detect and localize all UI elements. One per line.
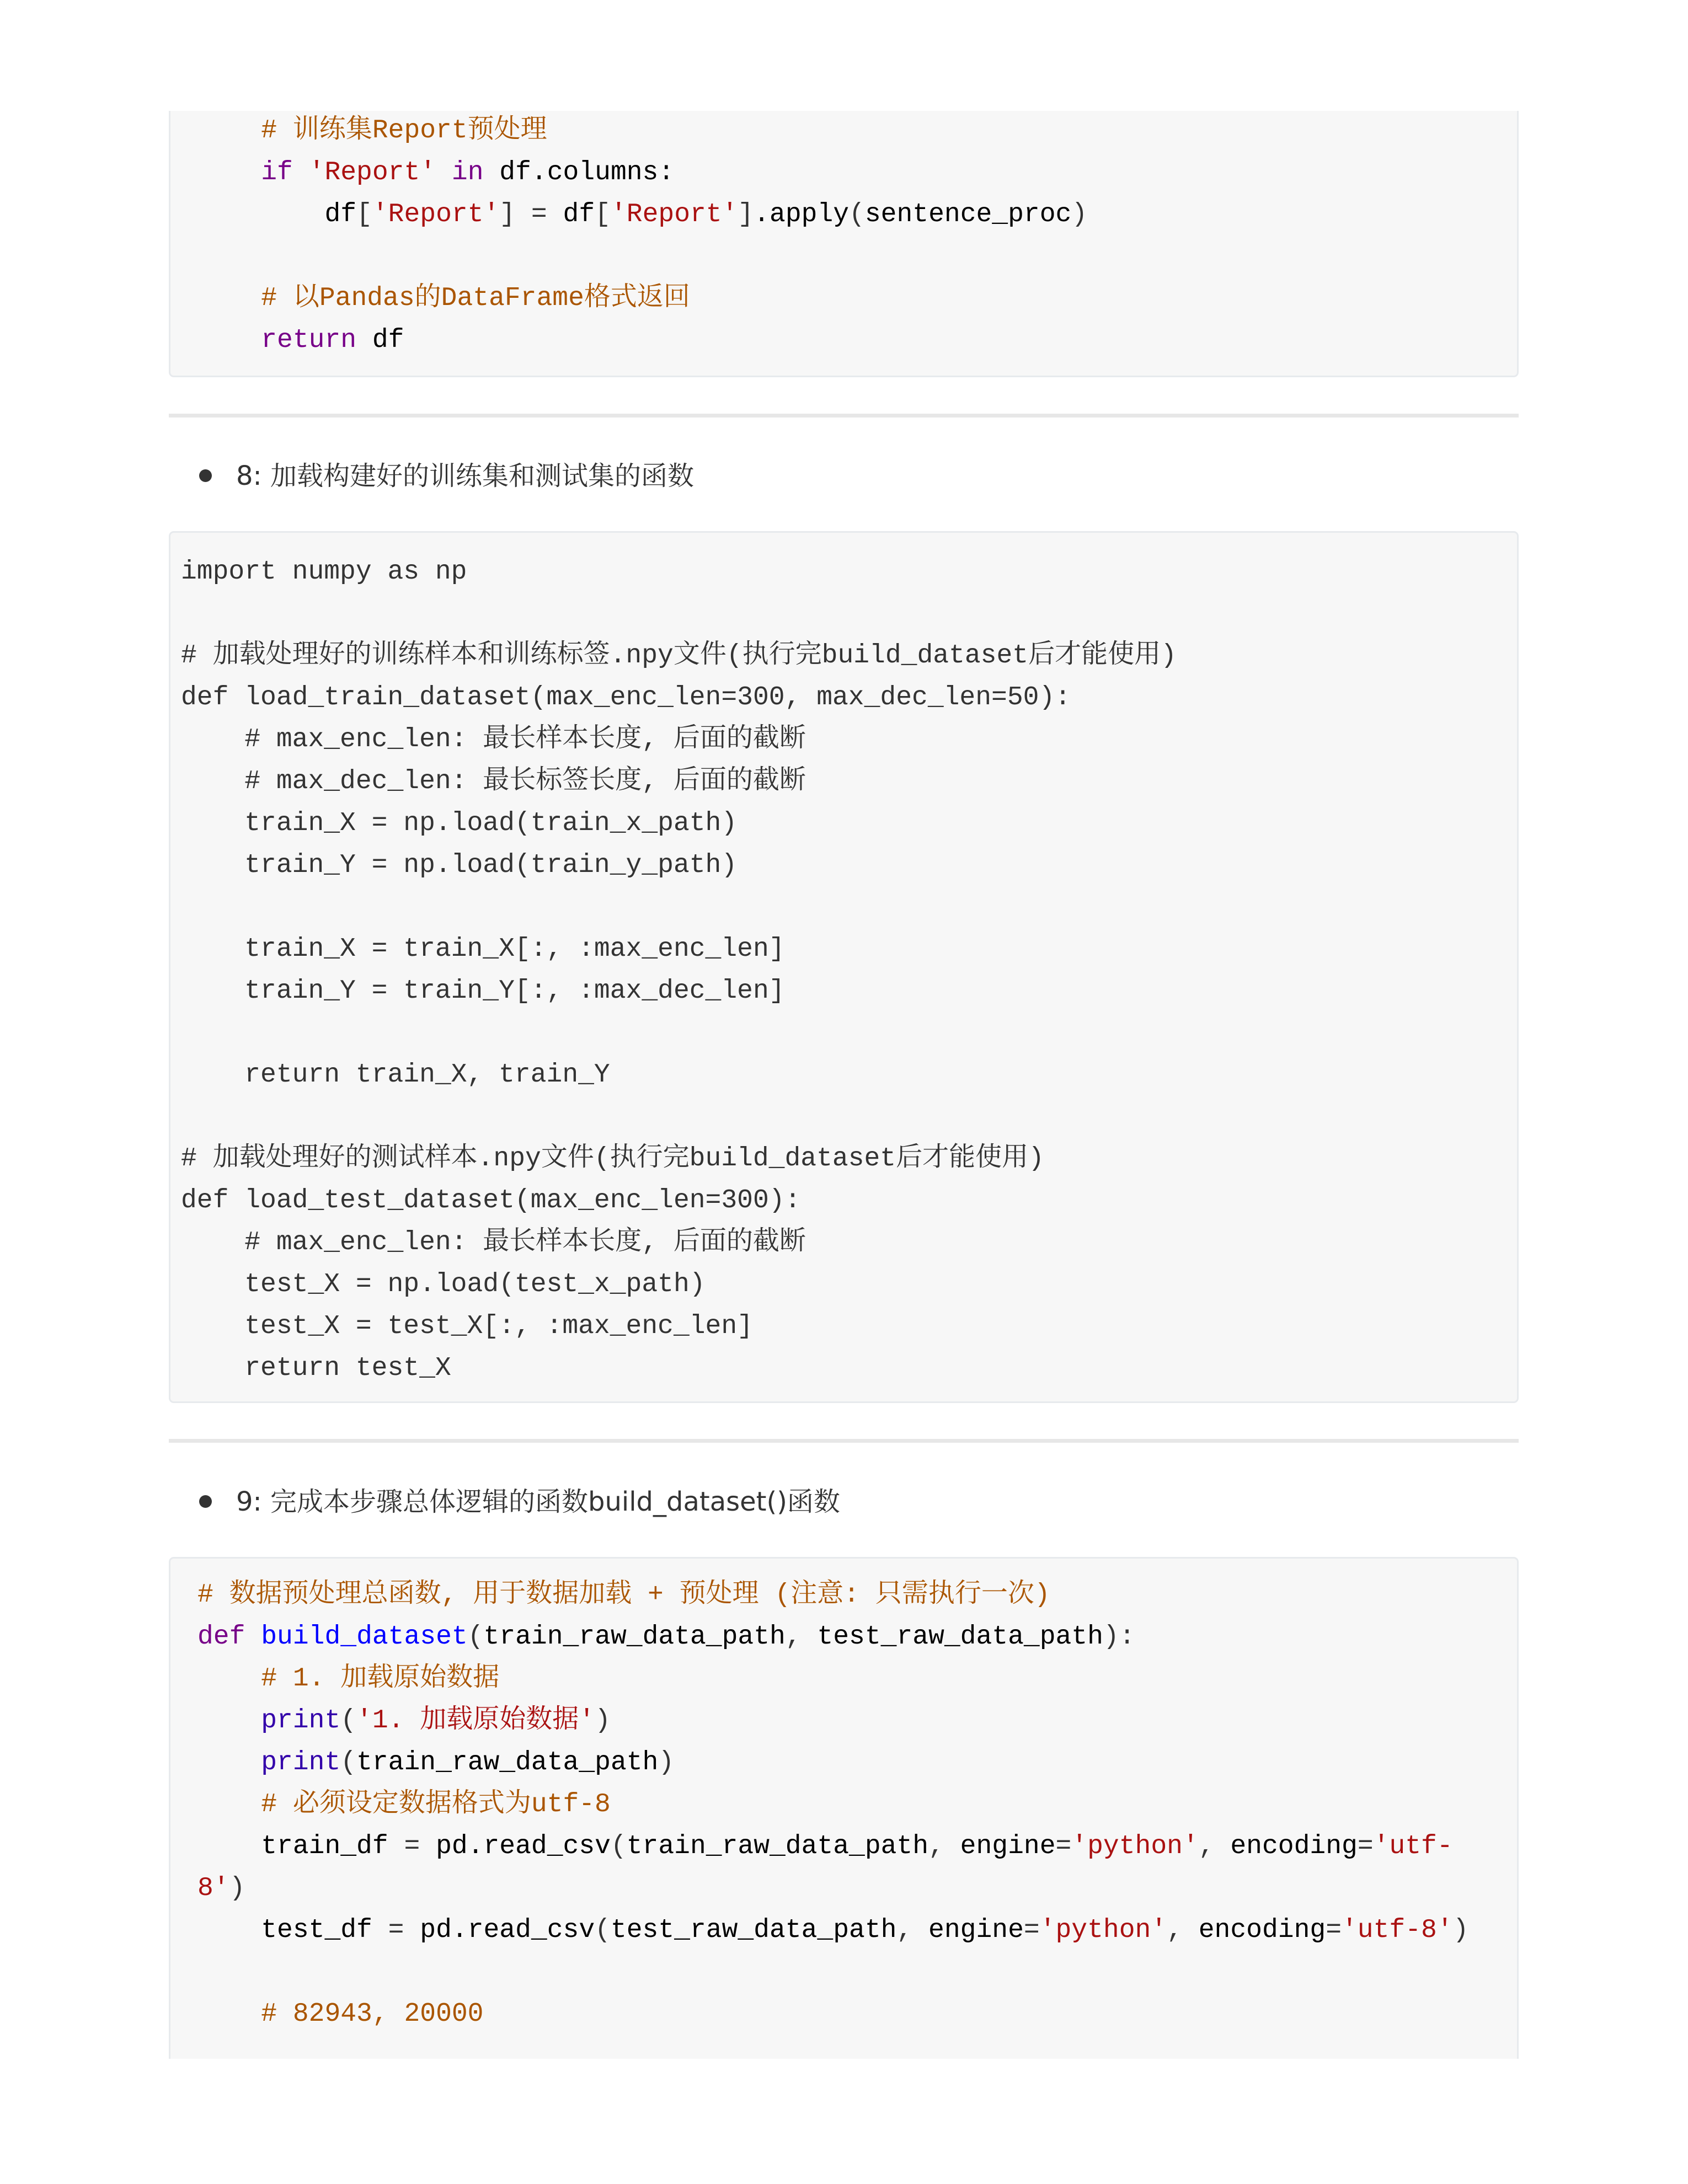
code-token-var — [197, 158, 261, 188]
code-token-punct: ) — [1071, 200, 1088, 229]
code-token-punct: ( — [849, 200, 865, 229]
code-token-var — [197, 325, 261, 355]
code-token-keyword: def — [197, 1622, 245, 1652]
code-line — [197, 1826, 1517, 1867]
code-token-punct: ): — [1103, 1622, 1135, 1652]
code-token-string: 'python' — [1039, 1915, 1167, 1945]
code-line — [181, 1012, 1517, 1054]
code-token-punct: , — [1167, 1915, 1183, 1945]
bullet-icon — [199, 1495, 212, 1508]
code-token-var — [197, 1999, 261, 2029]
code-token-var: pd.read_csv — [420, 1832, 611, 1861]
code-token-punct: , — [896, 1915, 913, 1945]
code-token-builtin: print — [261, 1748, 341, 1778]
code-line — [181, 593, 1517, 635]
code-token-punct: ) — [595, 1706, 611, 1736]
code-token-plain: # max_enc_len: 最长样本长度, 后面的截断 — [181, 725, 806, 754]
code-line — [181, 1222, 1517, 1264]
code-token-punct: ( — [467, 1622, 484, 1652]
code-line — [197, 1616, 1517, 1658]
code-lines — [170, 1574, 1517, 2035]
code-line — [197, 235, 1517, 277]
code-token-plain: train_Y = np.load(train_y_path) — [181, 850, 738, 880]
code-line — [181, 1180, 1517, 1222]
code-token-string: 'Report' — [610, 200, 738, 229]
code-token-var — [197, 283, 261, 313]
code-token-string: 8' — [197, 1873, 229, 1903]
code-token-punct: ] — [738, 200, 754, 229]
code-token-punct: = — [388, 1915, 404, 1945]
code-token-string: 'utf- — [1373, 1832, 1453, 1861]
code-token-var: df — [356, 325, 404, 355]
code-line — [197, 277, 1517, 319]
code-token-plain: # max_enc_len: 最长样本长度, 后面的截断 — [181, 1228, 806, 1257]
code-token-plain: train_Y = train_Y[:, :max_dec_len] — [181, 976, 785, 1006]
code-token-var: train_raw_data_path — [626, 1832, 929, 1861]
code-line — [197, 319, 1517, 361]
code-line — [181, 1096, 1517, 1138]
code-token-var: test_raw_data_path — [610, 1915, 897, 1945]
code-token-punct: = — [1023, 1915, 1040, 1945]
code-token-punct: ) — [229, 1873, 245, 1903]
code-line — [181, 802, 1517, 844]
code-token-var: encoding — [1182, 1915, 1326, 1945]
code-lines — [170, 111, 1517, 361]
code-block-build-dataset[interactable] — [169, 1557, 1519, 2059]
code-token-punct: = — [531, 200, 547, 229]
code-block-load-dataset[interactable] — [169, 531, 1519, 1403]
code-line — [181, 1138, 1517, 1180]
code-token-plain: train_X = train_X[:, :max_enc_len] — [181, 934, 785, 964]
code-token-comment: # 以Pandas的DataFrame格式返回 — [261, 283, 690, 313]
code-token-var: sentence_proc — [864, 200, 1072, 229]
code-token-plain: return train_X, train_Y — [181, 1060, 610, 1090]
step-8-heading: 8: 加载构建好的训练集和测试集的函数 — [236, 461, 694, 491]
code-line — [197, 111, 1517, 152]
code-token-string: '1. 加载原始数据' — [356, 1706, 595, 1736]
code-token-plain: test_X = test_X[:, :max_enc_len] — [181, 1312, 753, 1341]
code-line — [197, 1700, 1517, 1742]
code-token-comment: # 82943, 20000 — [261, 1999, 484, 2029]
code-block-sentence-proc-tail[interactable] — [169, 111, 1519, 377]
code-token-var: .apply — [754, 200, 850, 229]
step-9-heading: 9: 完成本步骤总体逻辑的函数build_dataset()函数 — [236, 1486, 840, 1517]
code-token-var — [245, 1622, 261, 1652]
code-token-plain: def load_train_dataset(max_enc_len=300, max_dec_len=50): — [181, 683, 1071, 713]
bullet-icon — [199, 469, 212, 482]
code-line — [181, 928, 1517, 970]
code-token-punct: ) — [1452, 1915, 1469, 1945]
code-line — [181, 1054, 1517, 1096]
code-token-punct: [ — [595, 200, 611, 229]
code-line — [181, 719, 1517, 761]
code-line — [197, 152, 1517, 194]
code-token-keyword: return — [261, 325, 357, 355]
code-token-var — [197, 1664, 261, 1694]
code-token-plain: # 加载处理好的测试样本.npy文件(执行完build_dataset后才能使用) — [181, 1144, 1044, 1174]
code-line — [181, 1305, 1517, 1347]
code-token-var: train_df — [197, 1832, 404, 1861]
code-line — [181, 844, 1517, 886]
code-token-punct: ( — [610, 1832, 627, 1861]
code-token-keyword: if — [261, 158, 293, 188]
code-token-punct: , — [928, 1832, 944, 1861]
code-token-punct: = — [1357, 1832, 1374, 1861]
code-token-var: train_raw_data_path — [356, 1748, 659, 1778]
code-line — [181, 551, 1517, 593]
list-item-step-9 — [169, 1480, 1519, 1524]
code-line — [181, 970, 1517, 1012]
code-token-var: engine — [912, 1915, 1024, 1945]
code-line — [197, 1784, 1517, 1826]
code-token-punct: = — [404, 1832, 420, 1861]
code-token-var — [197, 1790, 261, 1819]
code-token-string: 'utf-8' — [1342, 1915, 1453, 1945]
code-token-var — [436, 158, 452, 188]
code-token-comment: # 训练集Report预处理 — [261, 116, 547, 146]
code-line — [181, 886, 1517, 928]
code-token-var — [197, 1748, 261, 1778]
code-token-punct: ] — [499, 200, 516, 229]
horizontal-rule — [169, 1439, 1519, 1443]
code-token-punct: = — [1055, 1832, 1072, 1861]
code-token-plain: def load_test_dataset(max_enc_len=300): — [181, 1186, 801, 1216]
code-token-plain: # 加载处理好的训练样本和训练标签.npy文件(执行完build_dataset后才能使用) — [181, 641, 1177, 671]
code-token-comment: # 数据预处理总函数, 用于数据加载 + 预处理 (注意: 只需执行一次) — [197, 1580, 1050, 1610]
code-token-plain: # max_dec_len: 最长标签长度, 后面的截断 — [181, 767, 806, 796]
code-line — [181, 1264, 1517, 1305]
code-token-punct: [ — [356, 200, 372, 229]
code-token-punct: ( — [340, 1748, 357, 1778]
code-line — [197, 1951, 1517, 1993]
code-token-keyword: in — [451, 158, 484, 188]
code-token-punct: ) — [658, 1748, 675, 1778]
code-token-var — [515, 200, 531, 229]
code-token-punct: ( — [595, 1915, 611, 1945]
code-token-punct: , — [785, 1622, 802, 1652]
code-token-var — [197, 1706, 261, 1736]
code-token-var: train_raw_data_path — [483, 1622, 786, 1652]
code-line — [197, 1658, 1517, 1700]
code-token-punct: = — [1326, 1915, 1342, 1945]
code-token-builtin: print — [261, 1706, 341, 1736]
code-line — [181, 1347, 1517, 1389]
code-token-var: df — [197, 200, 357, 229]
code-token-var: test_df — [197, 1915, 388, 1945]
code-token-comment: # 必须设定数据格式为utf-8 — [261, 1790, 611, 1819]
code-token-comment: # 1. 加载原始数据 — [261, 1664, 500, 1694]
code-line — [181, 635, 1517, 677]
code-lines — [170, 551, 1517, 1389]
code-token-plain: train_X = np.load(train_x_path) — [181, 809, 738, 838]
code-line — [181, 677, 1517, 719]
code-token-string: 'Report' — [308, 158, 436, 188]
code-token-string: 'python' — [1071, 1832, 1199, 1861]
code-line — [197, 1742, 1517, 1784]
list-item-step-8 — [169, 454, 1519, 498]
code-line — [197, 1909, 1517, 1951]
code-token-var: df.columns: — [483, 158, 675, 188]
code-token-var — [293, 158, 309, 188]
code-token-plain: import numpy as np — [181, 557, 467, 587]
code-token-var: test_raw_data_path — [801, 1622, 1103, 1652]
code-token-var: encoding — [1214, 1832, 1358, 1861]
code-token-string: 'Report' — [372, 200, 500, 229]
code-line — [197, 194, 1517, 235]
code-token-punct: ( — [340, 1706, 357, 1736]
code-token-plain: test_X = np.load(test_x_path) — [181, 1270, 706, 1299]
code-line — [197, 1993, 1517, 2035]
horizontal-rule — [169, 414, 1519, 417]
code-line — [181, 761, 1517, 802]
code-line — [197, 1867, 1517, 1909]
code-token-def: build_dataset — [261, 1622, 468, 1652]
code-token-plain: return test_X — [181, 1353, 451, 1383]
code-token-var — [197, 116, 261, 146]
code-token-punct: , — [1198, 1832, 1215, 1861]
code-token-var: engine — [944, 1832, 1056, 1861]
code-line — [197, 1574, 1517, 1616]
code-token-var: df — [547, 200, 595, 229]
code-token-var: pd.read_csv — [404, 1915, 595, 1945]
